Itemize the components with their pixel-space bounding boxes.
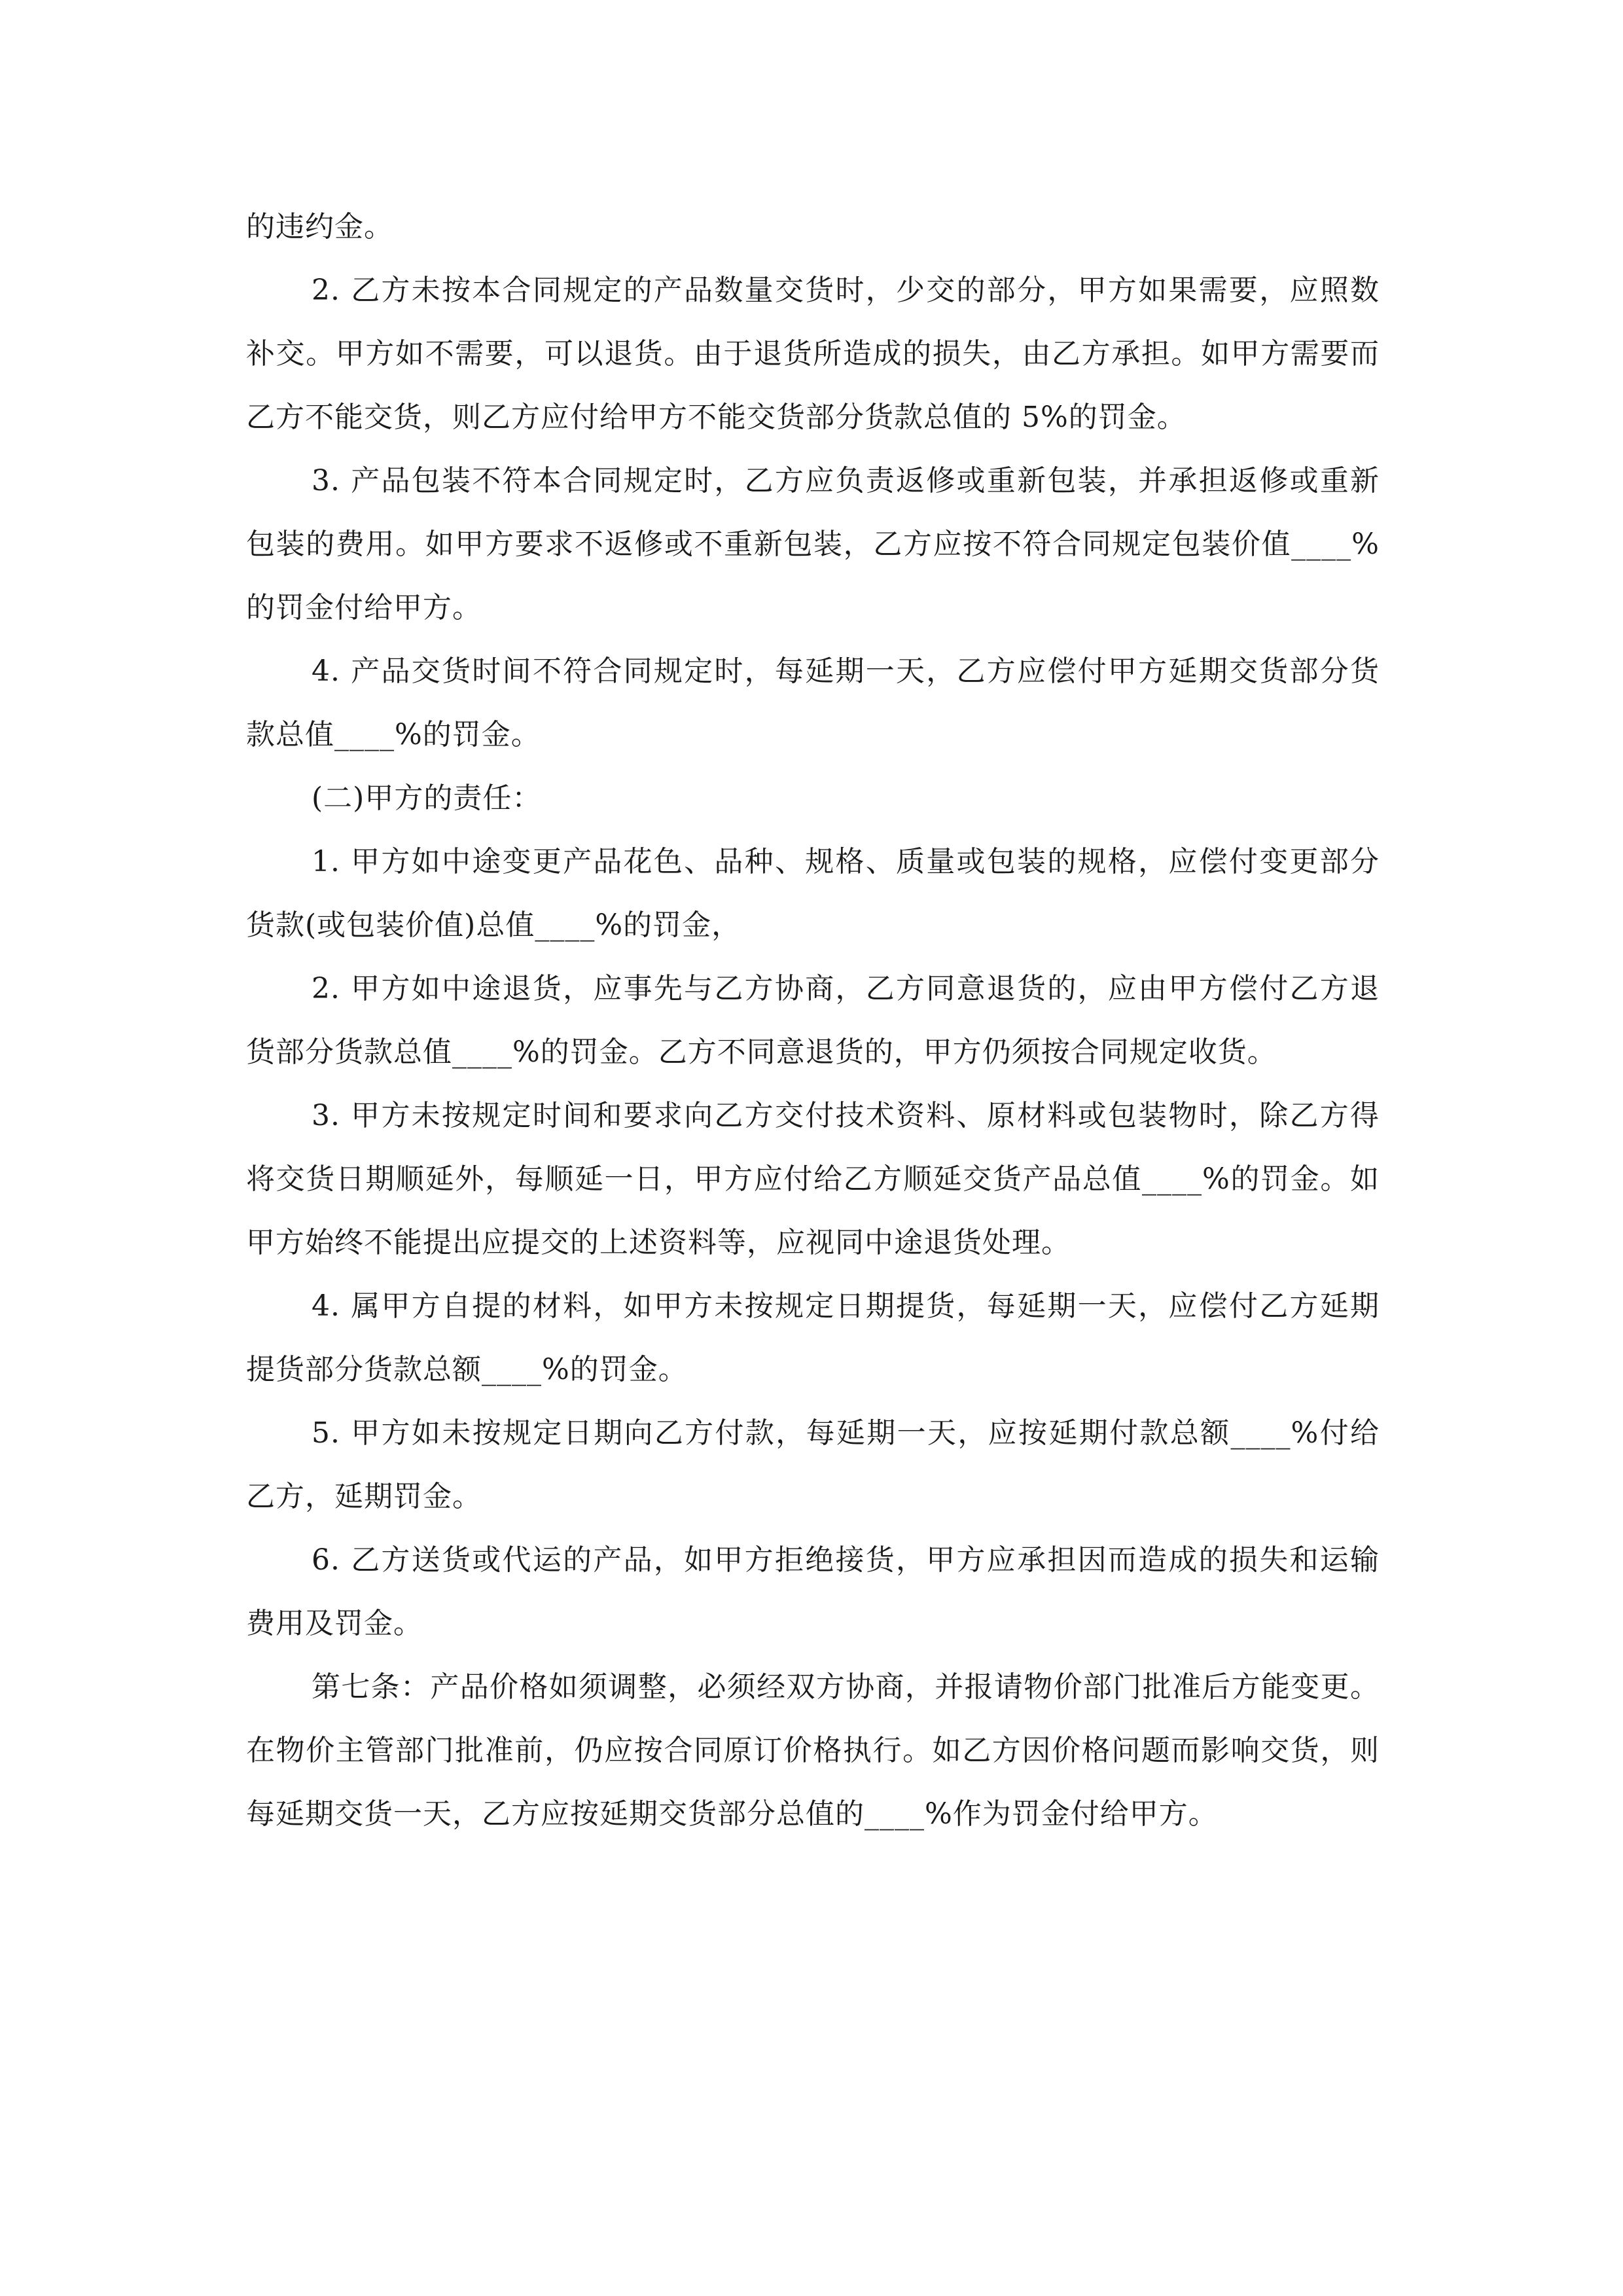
clause-a-1: 1. 甲方如中途变更产品花色、品种、规格、质量或包装的规格，应偿付变更部分货款(或包装价值)总值____%的罚金， (246, 845, 1380, 942)
clause-a-2: 2. 甲方如中途退货，应事先与乙方协商，乙方同意退货的，应由甲方偿付乙方退货部分货款总值____%的罚金。乙方不同意退货的，甲方仍须按合同规定收货。 (246, 972, 1380, 1069)
clause-b-2: 2. 乙方未按本合同规定的产品数量交货时，少交的部分，甲方如果需要，应照数补交。甲方如不需要，可以退货。由于退货所造成的损失，由乙方承担。如甲方需要而乙方不能交货，则乙方应付给甲方不能交货部分货款总值的 5%的罚金。 (246, 274, 1380, 434)
article-seven: 第七条：产品价格如须调整，必须经双方协商，并报请物价部门批准后方能变更。在物价主管部门批准前，仍应按合同原订价格执行。如乙方因价格问题而影响交货，则每延期交货一天，乙方应按延期交货部分总值的____%作为罚金付给甲方。 (246, 1670, 1380, 1831)
document-body (246, 195, 1380, 1846)
clause-b-4: 4. 产品交货时间不符合同规定时，每延期一天，乙方应偿付甲方延期交货部分货款总值____%的罚金。 (246, 655, 1380, 751)
section-heading-party-a: (二)甲方的责任： (312, 781, 542, 815)
clause-a-6: 6. 乙方送货或代运的产品，如甲方拒绝接货，甲方应承担因而造成的损失和运输费用及罚金。 (246, 1543, 1380, 1640)
clause-b-3: 3. 产品包装不符本合同规定时，乙方应负责返修或重新包装，并承担返修或重新包装的费用。如甲方要求不返修或不重新包装，乙方应按不符合同规定包装价值____%的罚金付给甲方。 (246, 464, 1380, 624)
clause-a-5: 5. 甲方如未按规定日期向乙方付款，每延期一天，应按延期付款总额____%付给乙方，延期罚金。 (246, 1416, 1380, 1513)
paragraph-continuation: 的违约金。 (246, 210, 393, 243)
clause-a-3: 3. 甲方未按规定时间和要求向乙方交付技术资料、原材料或包装物时，除乙方得将交货日期顺延外，每顺延一日，甲方应付给乙方顺延交货产品总值____%的罚金。如甲方始终不能提出应提交的上述资料等，应视同中途退货处理。 (246, 1099, 1380, 1259)
clause-a-4: 4. 属甲方自提的材料，如甲方未按规定日期提货，每延期一天，应偿付乙方延期提货部分货款总额____%的罚金。 (246, 1289, 1380, 1386)
